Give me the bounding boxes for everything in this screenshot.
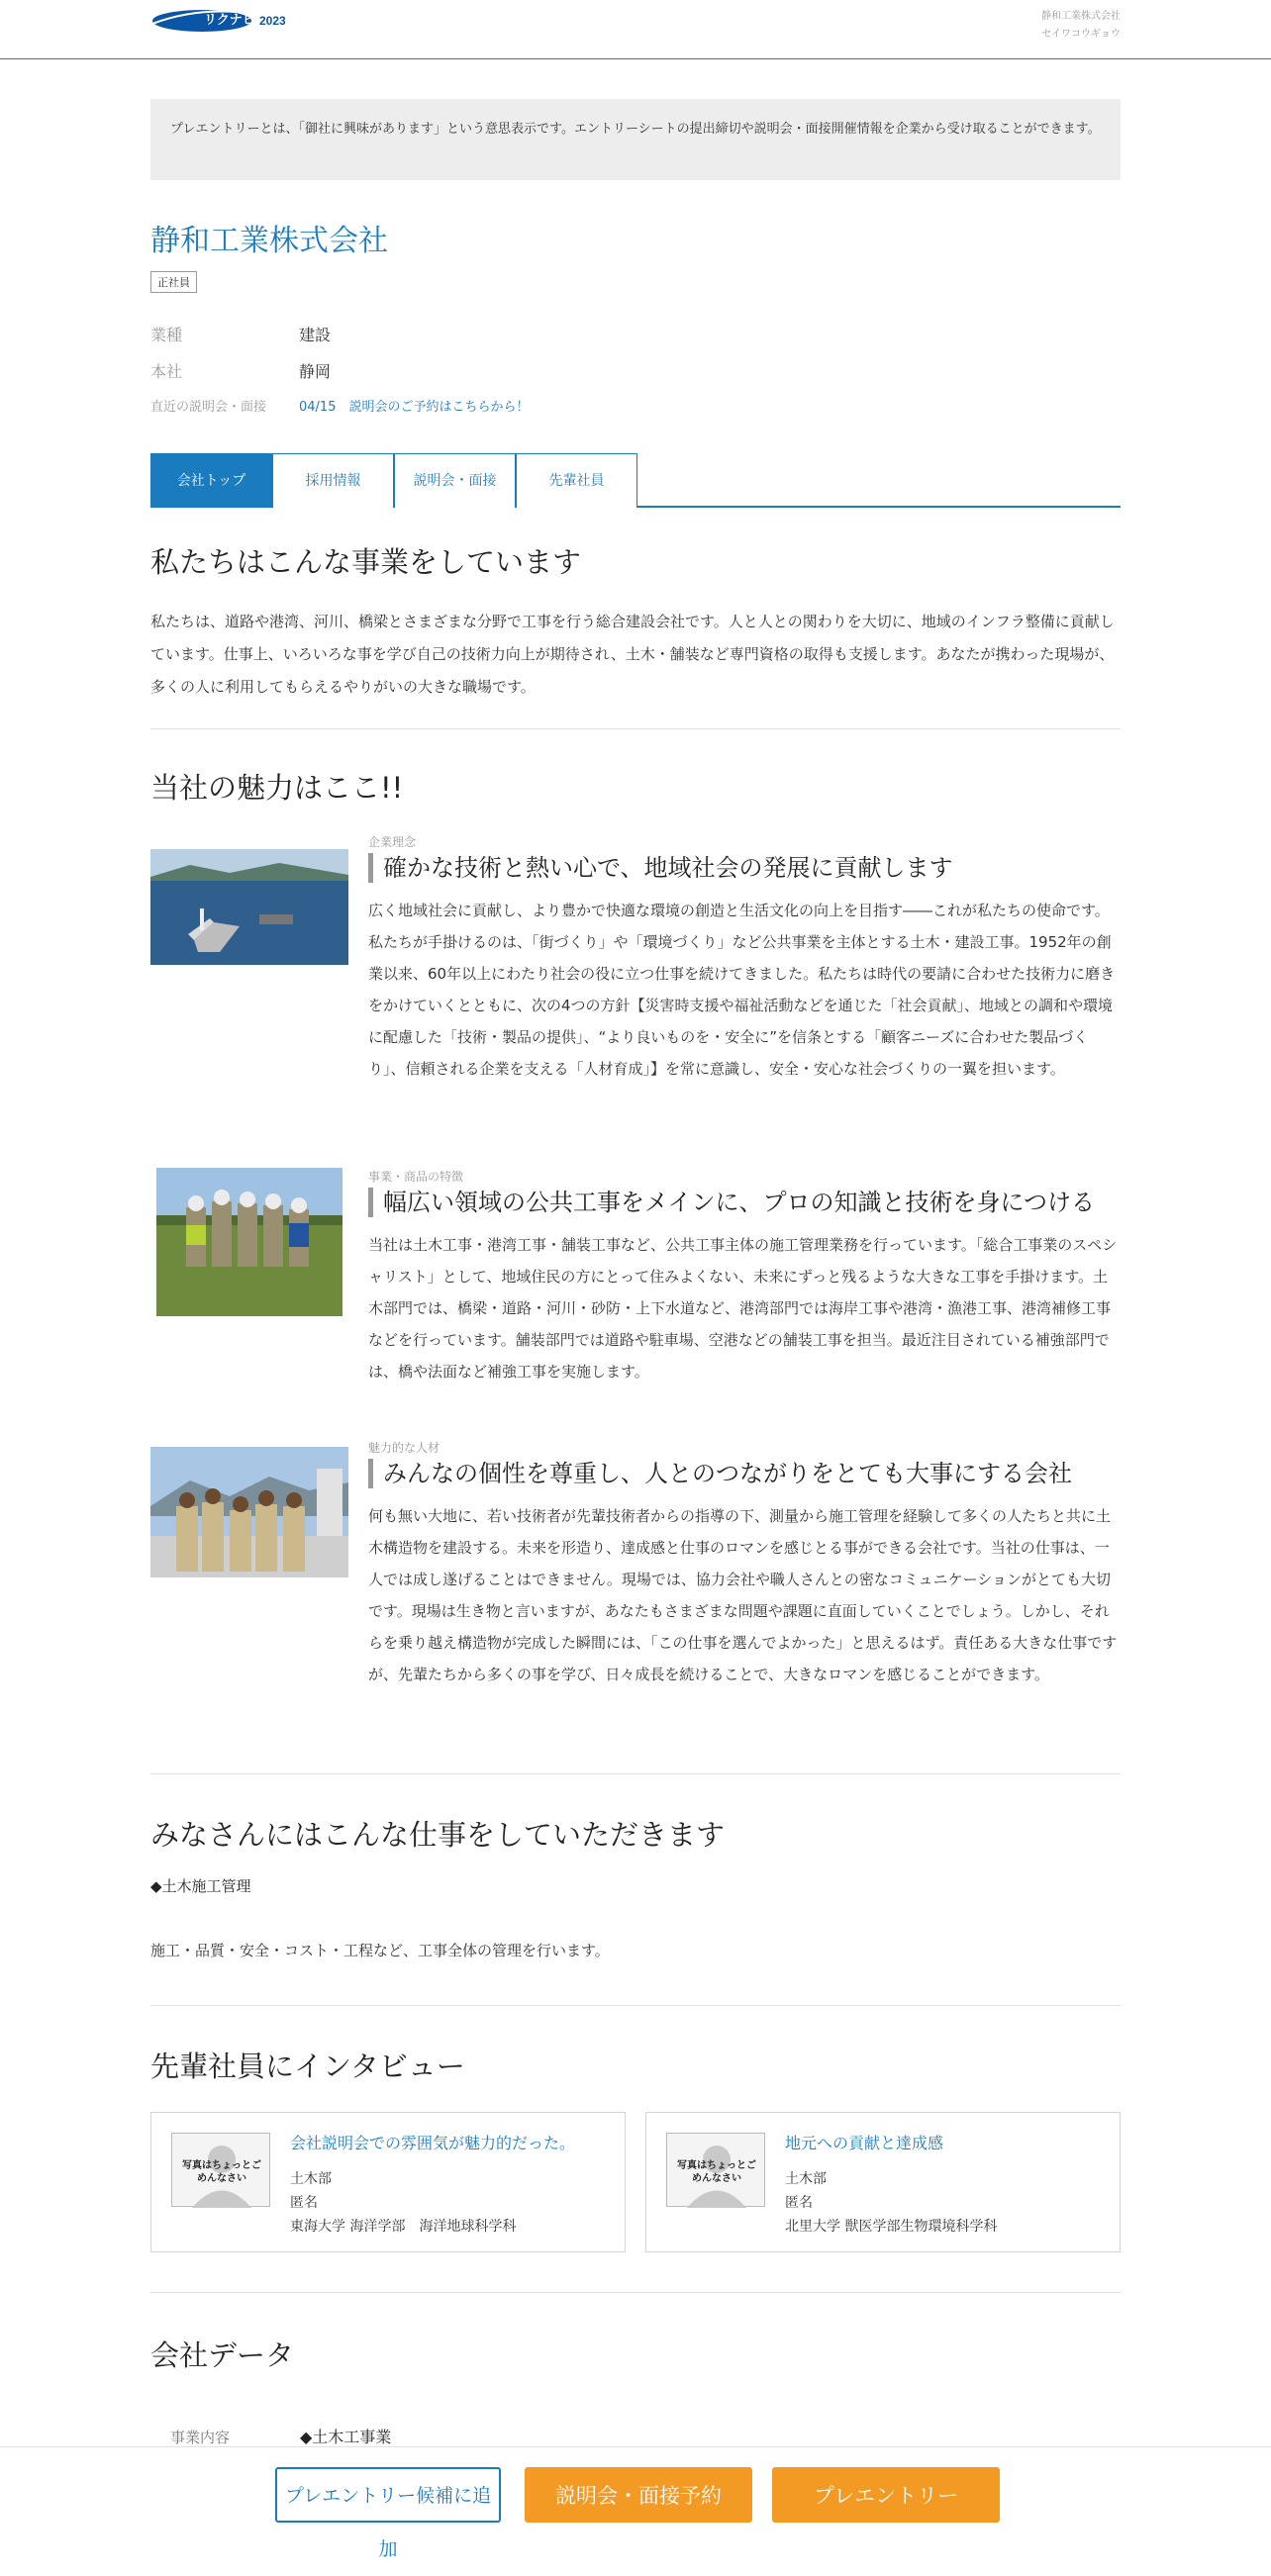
- avatar-placeholder: [171, 2133, 270, 2207]
- business-content-label: 事業内容: [170, 2429, 231, 2446]
- header-company-name: 静和工業株式会社: [1041, 11, 1121, 22]
- divider: [150, 2292, 1121, 2293]
- seminar-reserve-button[interactable]: 説明会・面接予約: [525, 2467, 752, 2523]
- interview-heading: 先輩社員にインタビュー: [150, 2050, 465, 2083]
- business-content-value: ◆土木工事業: [300, 2428, 392, 2446]
- add-candidate-button[interactable]: プレエントリー候補に追加: [275, 2467, 501, 2523]
- seminar-label: 直近の説明会・面接: [150, 400, 267, 415]
- employment-badge: 正社員: [150, 271, 197, 293]
- appeal-2-title: 幅広い領域の公共工事をメインに、プロの知識と技術を身につける: [368, 1188, 1095, 1217]
- appeal-2-tag: 事業・商品の特徴: [368, 1170, 464, 1184]
- interview-name: 匿名: [290, 2195, 318, 2211]
- interview-school: 北里大学 獣医学部生物環境科学科: [785, 2219, 998, 2235]
- business-text: 私たちは、道路や港湾、河川、橋梁とさまざまな分野で工事を行う総合建設会社です。人と人との関わりを大切に、地域のインフラ整備に貢献しています。仕事上、いろいろな事を学び自己の技術力向上が期待され、土木・舗装など専門資格の取得も支援します。あなたが携わった現場が、多くの人に利用してもらえるやりがいの大きな職場です。: [150, 613, 1115, 696]
- appeal-3-title: みんなの個性を尊重し、人とのつながりをとても大事にする会社: [368, 1459, 1072, 1488]
- company-data-heading: 会社データ: [150, 2338, 295, 2372]
- tab-seminar[interactable]: 説明会・面接: [394, 453, 516, 508]
- interview-title[interactable]: 地元への貢献と達成感: [785, 2134, 944, 2152]
- avatar-placeholder-text: 写真はちょっとごめんなさい: [182, 2160, 261, 2184]
- work-heading: みなさんにはこんな仕事をしていただきます: [150, 1818, 726, 1852]
- workers-field-photo: [156, 1168, 342, 1316]
- interview-card-1[interactable]: [150, 2112, 626, 2252]
- interview-card-2[interactable]: [645, 2112, 1121, 2252]
- divider: [150, 2005, 1121, 2006]
- tab-company-top[interactable]: 会社トップ: [150, 453, 272, 508]
- preentry-notice: プレエントリーとは、「御社に興味があります」という意思表示です。エントリーシートの提出締切や説明会・面接開催情報を企業から受け取ることができます。: [150, 99, 1121, 180]
- logo-text: リクナビ: [204, 13, 255, 28]
- appeal-1-tag: 企業理念: [368, 835, 417, 849]
- avatar-placeholder-text: 写真はちょっとごめんなさい: [677, 2160, 756, 2184]
- appeal-1-text: 広く地域社会に貢献し、より豊かで快適な環境の創造と生活文化の向上を目指す――これが私たちの使命です。私たちが手掛けるのは、「街づくり」や「環境づくり」など公共事業を主体とする土木・建設工事。1952年の創業以来、60年以上にわたり社会の役に立つ仕事を続けてきました。私たちは時代の要請に合わせた技術力に磨きをかけていくとともに、次の4つの方針【災害時支援や福祉活動などを通じた「社会貢献」、地域との調和や環境に配慮した「技術・製品の提供」、“より良いものを・安全に”を信条とする「顧客ニーズに合わせた製品づくり」、信頼される企業を支える「人材育成」】を常に意識し、安全・安心な社会づくりの一翼を担います。: [368, 902, 1116, 1078]
- bottom-action-bar: [0, 2446, 1271, 2560]
- business-heading: 私たちはこんな事業をしています: [150, 545, 582, 579]
- interview-school: 東海大学 海洋学部 海洋地球科学科: [290, 2219, 517, 2235]
- hq-label: 本社: [150, 362, 183, 381]
- tab-recruit-info[interactable]: 採用情報: [272, 453, 394, 508]
- hq-value: 静岡: [299, 362, 332, 381]
- avatar-placeholder: [666, 2133, 765, 2207]
- divider: [150, 1773, 1121, 1774]
- appeal-2-text: 当社は土木工事・港湾工事・舗装工事など、公共工事主体の施工管理業務を行っています。「総合工事業のスペシャリスト」として、地域住民の方にとって住みよくない、未来にずっと残るような大きな工事を手掛けます。土木部門では、橋梁・道路・河川・砂防・上下水道など、港湾部門では海岸工事や港湾・漁港工事、港湾補修工事などを行っています。舗装部門では道路や駐車場、空港などの舗装工事を担当。最近注目されている補強部門では、橋や法面など補強工事を実施します。: [368, 1236, 1118, 1381]
- work-text: 施工・品質・安全・コスト・工程など、工事全体の管理を行います。: [150, 1942, 610, 1959]
- industry-label: 業種: [150, 326, 183, 344]
- preentry-button[interactable]: プレエントリー: [772, 2467, 1000, 2523]
- company-name: 静和工業株式会社: [150, 224, 388, 258]
- logo-year: 2023: [259, 14, 286, 28]
- industry-value: 建設: [299, 326, 332, 344]
- appeal-heading: 当社の魅力はここ!!: [150, 771, 404, 805]
- appeal-1-title: 確かな技術と熱い心で、地域社会の発展に貢献します: [368, 853, 953, 883]
- harbor-photo: [150, 849, 348, 965]
- seminar-link[interactable]: 04/15 説明会のご予約はこちらから！: [299, 400, 530, 415]
- tab-senior-staff[interactable]: 先輩社員: [516, 453, 637, 508]
- interview-title[interactable]: 会社説明会での雰囲気が魅力的だった。: [290, 2134, 576, 2152]
- appeal-3-text: 何も無い大地に、若い技術者が先輩技術者からの指導の下、測量から施工管理を経験して多くの人たちと共に土木構造物を建設する。未来を形造り、達成感と仕事のロマンを感じとる事ができる会社です。当社の仕事は、一人では成し遂げることはできません。現場では、協力会社や職人さんとの密なコミュニケーションがとても大切です。現場は生き物と言いますが、あなたもさまざまな問題や課題に直面していくことでしょう。しかし、それらを乗り越え構造物が完成した瞬間には、「この仕事を選んでよかった」と思えるはず。責任ある大きな仕事ですが、先輩たちから多くの事を学び、日々成長を続けることで、大きなロマンを感じることができます。: [368, 1507, 1118, 1683]
- header-company: [1041, 8, 1121, 44]
- work-job-title: ◆土木施工管理: [150, 1877, 251, 1895]
- team-photo: [150, 1447, 348, 1577]
- company-tabs: [150, 453, 1121, 508]
- appeal-3-tag: 魅力的な人材: [368, 1441, 440, 1455]
- header-company-kana: セイワコウギョウ: [1041, 29, 1121, 40]
- interview-dept: 土木部: [785, 2171, 827, 2187]
- interview-dept: 土木部: [290, 2171, 332, 2187]
- divider: [150, 728, 1121, 729]
- interview-name: 匿名: [785, 2195, 813, 2211]
- site-header: [0, 0, 1271, 59]
